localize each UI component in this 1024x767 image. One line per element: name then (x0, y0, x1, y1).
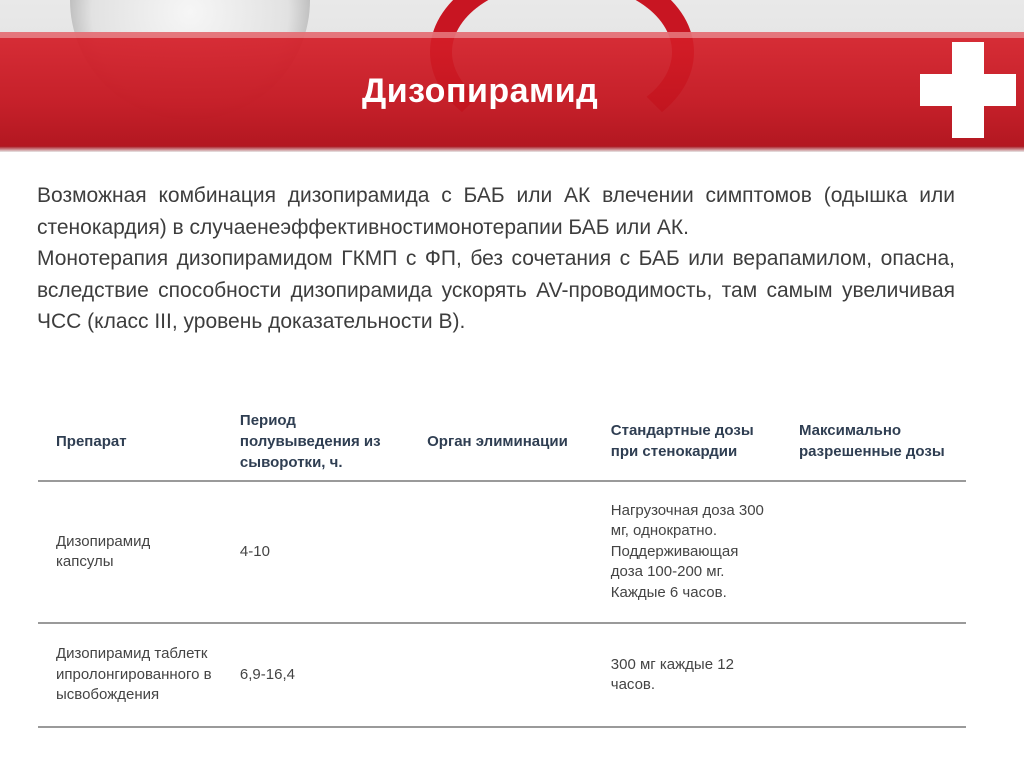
header-standard-doses: Стандартные дозы при стенокардии (593, 402, 781, 481)
cell-max-doses (781, 623, 966, 727)
cell-half-life: 6,9-16,4 (222, 623, 409, 727)
slide-title: Дизопирамид (362, 72, 599, 110)
cell-drug: Дизопирамид таблеткипролонгированного высвобождения (38, 623, 222, 727)
table-header-row (38, 402, 966, 481)
body-text (37, 180, 955, 338)
drug-table (38, 402, 966, 728)
header-max-doses: Максимально разрешенные дозы (781, 402, 966, 481)
cell-elimination-organ (409, 623, 593, 727)
cell-half-life: 4-10 (222, 481, 409, 623)
cell-max-doses (781, 481, 966, 623)
header-drug: Препарат (38, 402, 222, 481)
table-row (38, 481, 966, 623)
cell-drug: Дизопирамид капсулы (38, 481, 222, 623)
cell-elimination-organ (409, 481, 593, 623)
cell-standard-doses: Нагрузочная доза 300 мг, однократно. Поддерживающая доза 100-200 мг. Каждые 6 часов. (593, 481, 781, 623)
paragraph-combination: Возможная комбинация дизопирамида с БАБ или АК влечении симптомов (одышка или стенокардия) в случаенеэффективностимонотерапии БАБ или АК. (37, 184, 955, 239)
header-banner (0, 0, 1024, 152)
medical-cross-icon (920, 42, 1016, 138)
header-half-life: Период полувыведения из сыворотки, ч. (222, 402, 409, 481)
cell-standard-doses: 300 мг каждые 12 часов. (593, 623, 781, 727)
header-divider (0, 146, 1024, 152)
paragraph-monotherapy: Монотерапия дизопирамидом ГКМП с ФП, без сочетания с БАБ или верапамилом, опасна, вследствие способности дизопирамида ускорять AV-проводимость, там самым увеличивая ЧСС (класс III, уровень доказательности B). (37, 247, 955, 333)
header-elimination-organ: Орган элиминации (409, 402, 593, 481)
table-row (38, 623, 966, 727)
